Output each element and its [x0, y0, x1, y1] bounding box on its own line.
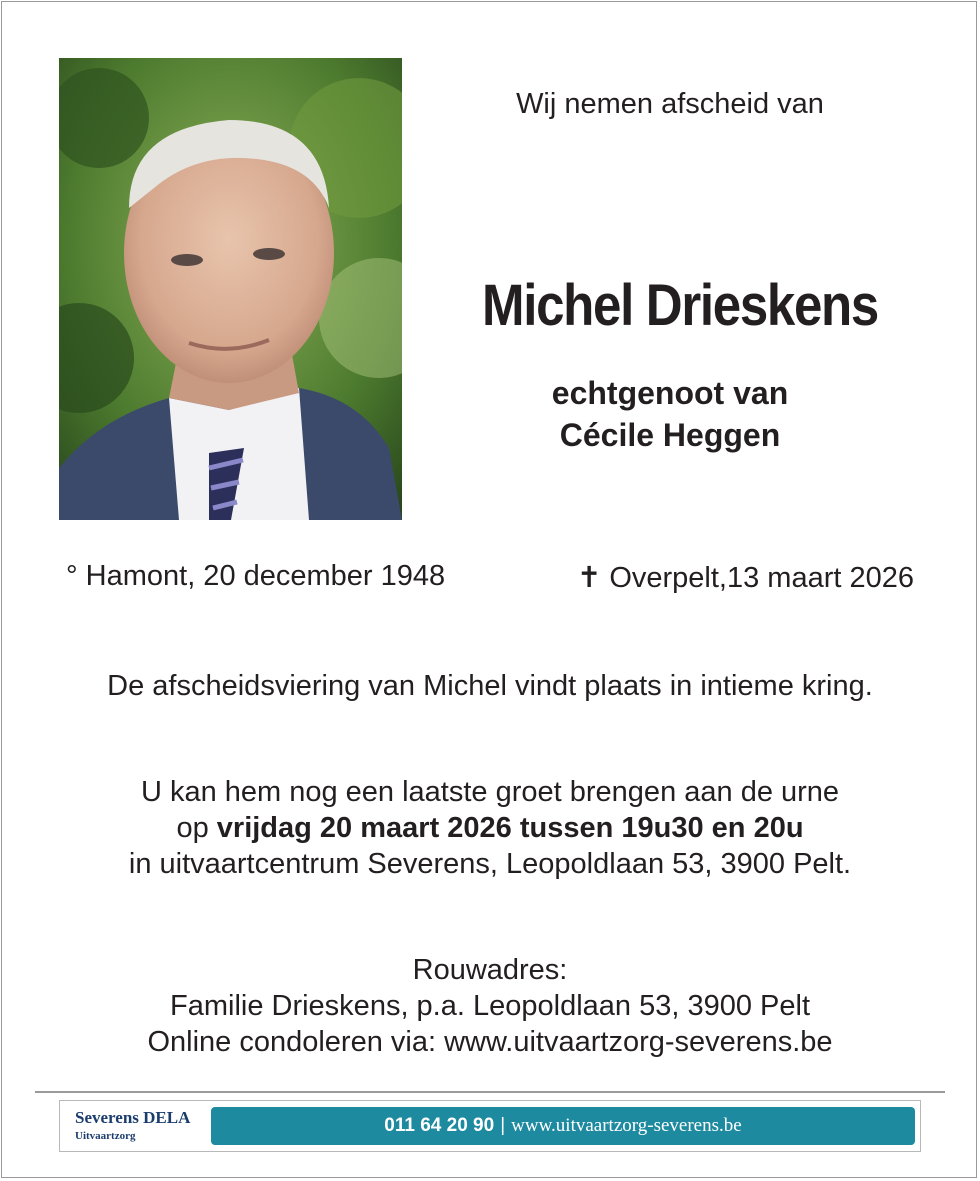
- logo-brand: Severens DELA: [75, 1108, 191, 1127]
- intro-text: Wij nemen afscheid van: [516, 88, 824, 120]
- severens-dela-logo: [75, 1108, 190, 1142]
- logo-subtitle: Uitvaartzorg: [75, 1130, 136, 1142]
- contact-bar: [211, 1107, 915, 1145]
- spouse-name: Cécile Heggen: [559, 417, 781, 453]
- farewell-text: De afscheidsviering van Michel vindt plaats in intieme kring.: [107, 670, 873, 702]
- portrait-photo: [59, 58, 402, 520]
- website-link[interactable]: www.uitvaartzorg-severens.be: [511, 1115, 742, 1136]
- mourning-address: Familie Drieskens, p.a. Leopoldlaan 53, 3900 Pelt: [170, 990, 810, 1022]
- visit-date-time: vrijdag 20 maart 2026 tussen 19u30 en 20u: [216, 812, 804, 844]
- footer-divider: [35, 1091, 945, 1093]
- contact-separator: |: [500, 1115, 506, 1136]
- birth-info: ° Hamont, 20 december 1948: [66, 560, 446, 592]
- footer: [59, 1100, 921, 1152]
- deceased-name: Michel Drieskens: [482, 273, 878, 338]
- phone-number[interactable]: 011 64 20 90: [384, 1115, 495, 1136]
- visit-block: [0, 774, 980, 882]
- spouse-label: echtgenoot van: [551, 375, 789, 411]
- visit-line-1: U kan hem nog een laatste groet brengen aan de urne: [140, 776, 840, 808]
- mourning-heading: Rouwadres:: [412, 954, 568, 986]
- mourning-block: [0, 952, 980, 1060]
- visit-line-3: in uitvaartcentrum Severens, Leopoldlaan 53, 3900 Pelt.: [128, 848, 852, 880]
- spouse-block: [440, 372, 900, 456]
- visit-prefix: op: [176, 812, 217, 844]
- online-condolence[interactable]: Online condoleren via: www.uitvaartzorg-severens.be: [147, 1026, 833, 1058]
- visit-line-2: [0, 810, 980, 846]
- portrait-photo-icon: [59, 58, 402, 520]
- death-info: ✝ Overpelt,13 maart 2026: [576, 562, 914, 594]
